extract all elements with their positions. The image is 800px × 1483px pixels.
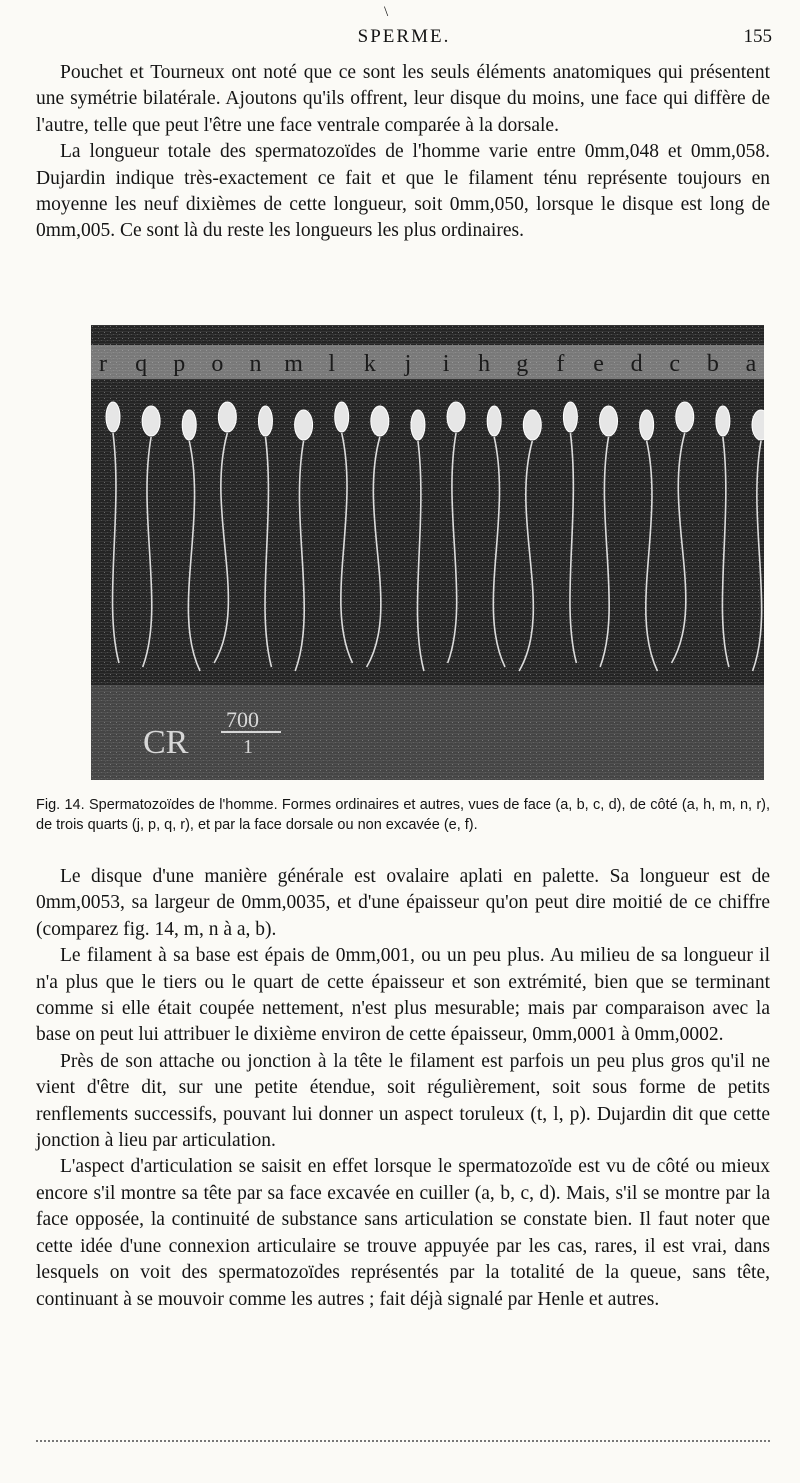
- paragraph: Pouchet et Tourneux ont noté que ce sont les seuls éléments anatomiques qui présentent une symétrie bilatérale. Ajoutons qu'ils offrent, leur disque du moins, une face qui diffère de l'autre, telle que peut l'être une face ventrale comparée à la dorsale.: [36, 62, 770, 136]
- paragraph: Le filament à sa base est épais de 0mm,001, ou un peu plus. Au milieu de sa longueur il n'a plus que le tiers ou le quart de cette épaisseur et son extrémité, bien que se terminant comme si elle était coupée nettement, n'est plus mesurable; mais par comparaison avec la base on peut lui attribuer le dixième environ de cette épaisseur, 0mm,0001 à 0mm,0002.: [36, 945, 770, 1046]
- running-head: [36, 26, 772, 50]
- spermatozoon-head: [676, 402, 694, 432]
- spermatozoon-head: [716, 406, 730, 436]
- figure-letter-p: p: [173, 351, 186, 377]
- spermatozoon-head: [600, 406, 618, 436]
- text-block-bottom: [36, 864, 770, 1313]
- spermatozoon-head: [106, 402, 120, 432]
- spermatozoon-head: [182, 410, 196, 440]
- spermatozoon-head: [335, 402, 349, 432]
- figure-letter-j: j: [404, 351, 412, 377]
- figure-letter-g: g: [516, 351, 529, 377]
- figure-letter-b: b: [706, 351, 719, 377]
- figure-letter-q: q: [135, 351, 148, 377]
- stray-mark: \: [384, 4, 389, 20]
- magnification-value: 700: [226, 707, 259, 732]
- spermatozoon-head: [295, 410, 313, 440]
- caption-label: Fig. 14.: [36, 797, 85, 813]
- figure-letter-e: e: [593, 351, 604, 377]
- figure-letter-a: a: [745, 351, 757, 377]
- spermatozoa-engraving: [91, 325, 764, 780]
- spermatozoon-head: [523, 410, 541, 440]
- figure-letter-i: i: [442, 351, 450, 377]
- magnification-unit: 1: [243, 736, 253, 758]
- paragraph: Le disque d'une manière générale est ovalaire aplati en palette. Sa longueur est de 0mm,0053, sa largeur de 0mm,0035, et d'une épaisseur qu'on peut dire moitié de ce chiffre (comparez fig. 14, m, n à a, b).: [36, 866, 770, 940]
- spermatozoon-head: [371, 406, 389, 436]
- figure-caption: [36, 795, 770, 835]
- page-number: 155: [743, 26, 772, 47]
- spermatozoon-head: [563, 402, 577, 432]
- spermatozoon-head: [640, 410, 654, 440]
- figure-letter-c: c: [669, 351, 681, 377]
- figure-letter-d: d: [630, 351, 643, 377]
- figure-letter-r: r: [99, 351, 107, 377]
- paragraph: Près de son attache ou jonction à la tête le filament est parfois un peu plus gros qu'il ne vient d'être dit, sur une petite étendue, soit régulièrement, soit sous forme de petits renflements successifs, pouvant lui donner un aspect toruleux (t, l, p). Dujardin dit que cette jonction à lieu par articulation.: [36, 1050, 770, 1152]
- spermatozoon-head: [447, 402, 465, 432]
- paragraph: L'aspect d'articulation se saisit en effet lorsque le spermatozoïde est vu de côté ou mieux encore s'il montre sa tête par sa face excavée en cuiller (a, b, c, d). Mais, s'il se montre par la face opposée, la continuité de substance sans articulation se constate bien. Il faut noter que cette idée d'une connexion articulaire se trouve appuyée par les cas, rares, il est vrai, dans lesquels on voit des spermatozoïdes représentés par la totalité de la queue, sans tête, continuant à se mouvoir comme les autres ; fait déjà signalé par Henle et autres.: [36, 1156, 770, 1310]
- spermatozoon-head: [487, 406, 501, 436]
- figure-letter-k: k: [363, 351, 376, 377]
- figure-letter-f: f: [556, 351, 565, 377]
- paragraph: La longueur totale des spermatozoïdes de l'homme varie entre 0mm,048 et 0mm,058. Dujardin indique très-exactement ce fait et que le filament ténu représente toujours en moyenne les neuf dixièmes de cette longueur, soit 0mm,050, lorsque le disque est long de 0mm,005. Ce sont là du reste les longueurs les plus ordinaires.: [36, 141, 770, 242]
- spermatozoon-head: [218, 402, 236, 432]
- spermatozoon-head: [411, 410, 425, 440]
- figure-letter-l: l: [328, 351, 336, 377]
- engraver-signature: CR: [143, 724, 189, 761]
- figure-letter-m: m: [284, 351, 303, 377]
- spermatozoon-head: [258, 406, 272, 436]
- caption-text: Spermatozoïdes de l'homme. Formes ordinaires et autres, vues de face (a, b, c, d), de côté (a, h, m, n, r), de trois quarts (j, p, q, r), et par la face dorsale ou non excavée (e, f).: [36, 797, 771, 833]
- figure-letter-h: h: [478, 351, 491, 377]
- figure-letter-n: n: [249, 351, 262, 377]
- footer-rule: [36, 1440, 770, 1444]
- text-block-top: [36, 60, 770, 245]
- figure-letter-o: o: [211, 351, 224, 377]
- engraving-figure: [91, 325, 764, 780]
- running-title: SPERME.: [357, 26, 451, 47]
- spermatozoon-head: [142, 406, 160, 436]
